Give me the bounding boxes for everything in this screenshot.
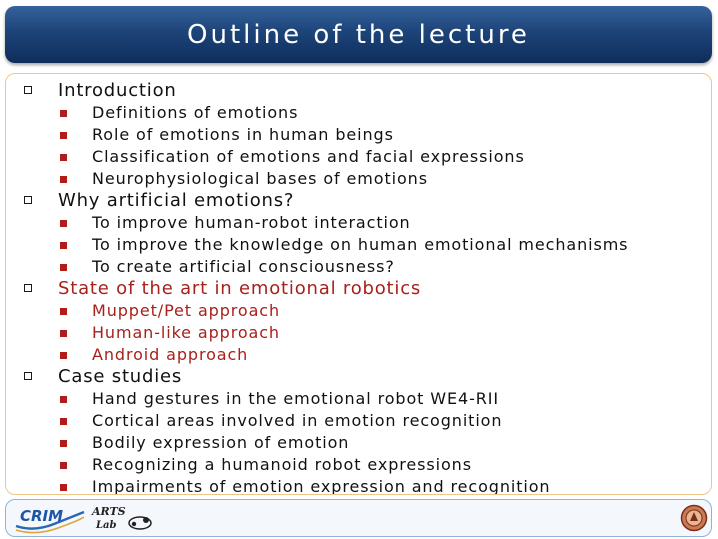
item-label: Definitions of emotions [92, 103, 299, 122]
outline-list [6, 80, 711, 495]
square-bullet-icon [60, 176, 67, 183]
item-label: Role of emotions in human beings [92, 125, 394, 144]
title-bar [5, 6, 712, 63]
item-label: Impairments of emotion expression and recognition [92, 477, 551, 495]
svg-text:CRIM: CRIM [20, 507, 64, 525]
list-item [6, 124, 711, 146]
square-bullet-icon [60, 264, 67, 271]
item-label: Human-like approach [92, 323, 280, 342]
square-bullet-icon [60, 308, 67, 315]
hollow-square-bullet-icon [24, 86, 32, 94]
section-case-studies [6, 366, 711, 495]
square-bullet-icon [60, 242, 67, 249]
square-bullet-icon [60, 396, 67, 403]
square-bullet-icon [60, 462, 67, 469]
svg-text:Lab: Lab [96, 520, 117, 531]
square-bullet-icon [60, 132, 67, 139]
item-label: Hand gestures in the emotional robot WE4-RII [92, 389, 500, 408]
square-bullet-icon [60, 110, 67, 117]
list-item [6, 388, 711, 410]
square-bullet-icon [60, 154, 67, 161]
list-item [6, 476, 711, 495]
hollow-square-bullet-icon [24, 284, 32, 292]
list-item [6, 234, 711, 256]
list-item [6, 344, 711, 366]
crim-logo [14, 502, 86, 534]
item-label: To improve the knowledge on human emotional mechanisms [92, 235, 629, 254]
list-item [6, 146, 711, 168]
section-label: State of the art in emotional robotics [58, 278, 422, 299]
list-item [6, 454, 711, 476]
list-item [6, 212, 711, 234]
square-bullet-icon [60, 220, 67, 227]
content-box [5, 73, 712, 495]
list-item [6, 432, 711, 454]
footer-bar [5, 499, 712, 537]
section-label: Case studies [58, 366, 183, 387]
section-label: Introduction [58, 80, 177, 101]
item-label: Android approach [92, 345, 249, 364]
square-bullet-icon [60, 352, 67, 359]
list-item [6, 102, 711, 124]
section-state-of-the-art [6, 278, 711, 366]
item-label: To improve human-robot interaction [92, 213, 411, 232]
list-item [6, 168, 711, 190]
list-item [6, 322, 711, 344]
list-item [6, 256, 711, 278]
section-label: Why artificial emotions? [58, 190, 295, 211]
university-seal-icon [680, 503, 708, 533]
list-item [6, 410, 711, 432]
list-item [6, 300, 711, 322]
item-label: Muppet/Pet approach [92, 301, 281, 320]
slide-title: Outline of the lecture [187, 19, 530, 50]
arts-lab-logo [90, 503, 160, 533]
item-label: Recognizing a humanoid robot expressions [92, 455, 472, 474]
square-bullet-icon [60, 418, 67, 425]
square-bullet-icon [60, 440, 67, 447]
hollow-square-bullet-icon [24, 372, 32, 380]
square-bullet-icon [60, 330, 67, 337]
item-label: Bodily expression of emotion [92, 433, 350, 452]
section-why-artificial-emotions [6, 190, 711, 278]
svg-text:ARTS: ARTS [92, 505, 126, 518]
item-label: Neurophysiological bases of emotions [92, 169, 428, 188]
item-label: Classification of emotions and facial expressions [92, 147, 525, 166]
item-label: Cortical areas involved in emotion recognition [92, 411, 503, 430]
section-introduction [6, 80, 711, 190]
item-label: To create artificial consciousness? [92, 257, 395, 276]
hollow-square-bullet-icon [24, 196, 32, 204]
square-bullet-icon [60, 484, 67, 491]
